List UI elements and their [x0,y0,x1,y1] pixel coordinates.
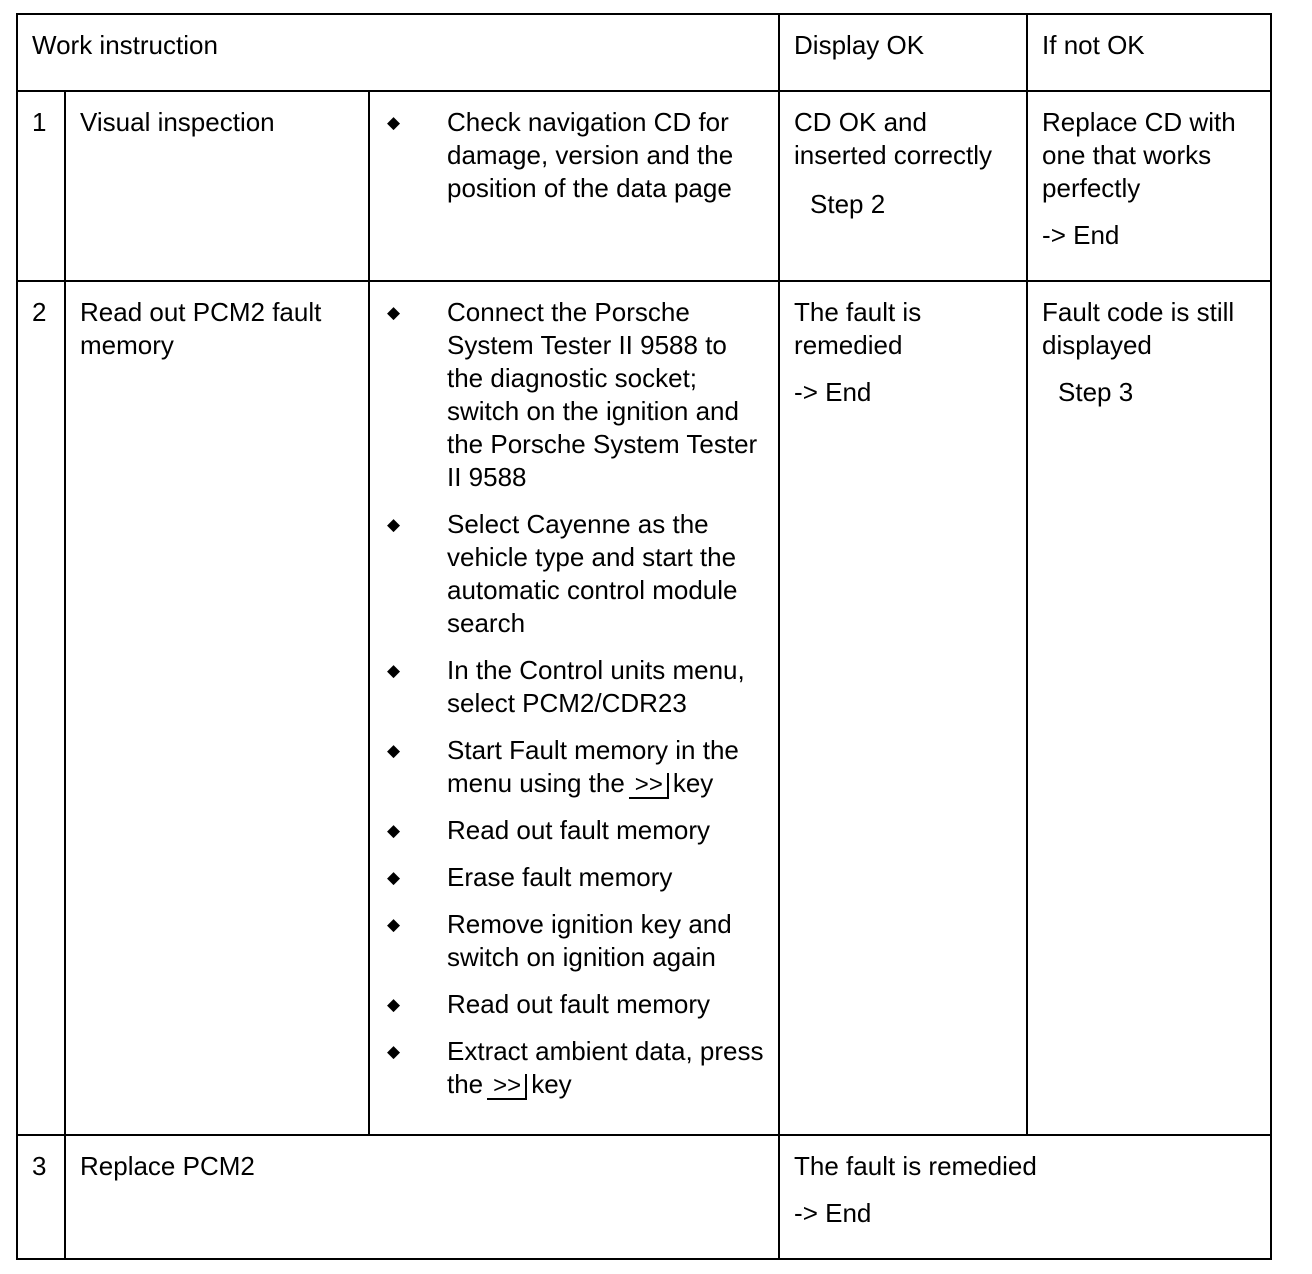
list-item: ◆ Select Cayenne as the vehicle type and start the automatic control module search [387,509,738,638]
bullet-icon: ◆ [387,113,401,132]
list-item: ◆ In the Control units menu, select PCM2/CDR23 [387,655,745,718]
forward-key-icon: >> [487,1074,527,1100]
step-number: 2 [17,281,65,1135]
list-item: ◆ Extract ambient data, press the >> key [387,1036,764,1099]
list-item: ◆ Connect the Porsche System Tester II 9588 to the diagnostic socket; switch on the ignition and the Porsche System Tester II 9588 [387,297,758,492]
step-instructions [369,91,779,281]
bullet-icon: ◆ [387,303,401,322]
forward-key-icon: >> [629,773,669,799]
step-title: Read out PCM2 fault memory [65,281,369,1135]
list-item: ◆ Start Fault memory in the menu using the >> key [387,735,739,798]
display-ok-cell: The fault is remedied -> End [779,281,1027,1135]
step-title: Replace PCM2 [65,1135,779,1259]
bullet-icon: ◆ [387,515,401,534]
list-item: ◆ Erase fault memory [387,862,673,892]
bullet-icon: ◆ [387,661,401,680]
bullet-icon: ◆ [387,915,401,934]
table-row [17,91,1271,281]
header-row [17,14,1271,91]
bullet-icon: ◆ [387,821,401,840]
header-work-instruction: Work instruction [17,14,779,91]
step-number: 1 [17,91,65,281]
list-item: ◆ Read out fault memory [387,989,711,1019]
step-number: 3 [17,1135,65,1259]
table-row [17,281,1271,1135]
bullet-icon: ◆ [387,868,401,887]
header-if-not-ok: If not OK [1027,14,1271,91]
header-display-ok: Display OK [779,14,1027,91]
step-title: Visual inspection [65,91,369,281]
bullet-icon: ◆ [387,1042,401,1061]
display-ok-cell: CD OK and inserted correctly Step 2 [779,91,1027,281]
table-row [17,1135,1271,1259]
step-instructions [369,281,779,1135]
work-instruction-table [16,13,1272,1260]
list-item: ◆ Remove ignition key and switch on ignition again [387,909,732,972]
if-not-ok-cell: Fault code is still displayed Step 3 [1027,281,1271,1135]
bullet-icon: ◆ [387,995,401,1014]
display-ok-cell: The fault is remedied -> End [779,1135,1271,1259]
if-not-ok-cell: Replace CD with one that works perfectly -> End [1027,91,1271,281]
list-item: ◆ Read out fault memory [387,815,711,845]
list-item: ◆ Check navigation CD for damage, version and the position of the data page [387,107,734,203]
bullet-icon: ◆ [387,741,401,760]
